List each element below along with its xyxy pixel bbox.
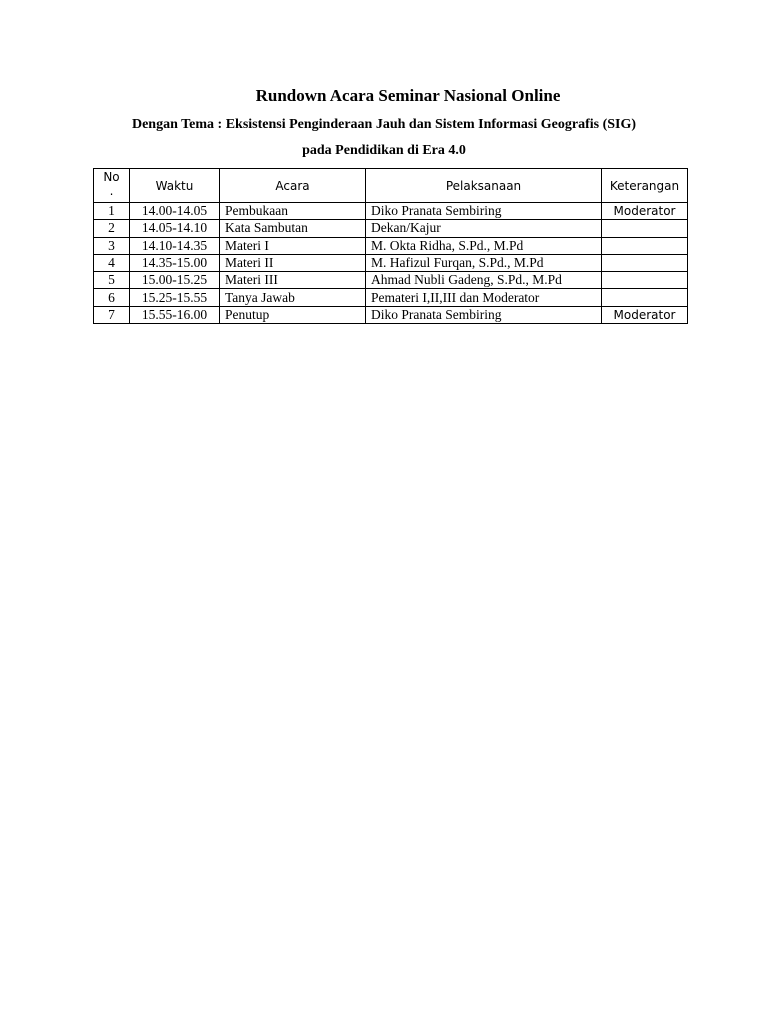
header-acara: Acara [220,169,366,203]
cell-keterangan [602,237,688,254]
cell-no: 3 [94,237,130,254]
header-no [94,169,130,203]
cell-no: 1 [94,203,130,220]
table-row [94,203,688,220]
header-keterangan: Keterangan [602,169,688,203]
cell-no: 2 [94,220,130,237]
cell-pelaksanaan: M. Okta Ridha, S.Pd., M.Pd [366,237,602,254]
header-no-top: No [103,170,120,184]
cell-keterangan [602,254,688,271]
table-row [94,237,688,254]
rundown-table [93,168,688,324]
cell-waktu: 14.35-15.00 [130,254,220,271]
cell-acara: Kata Sambutan [220,220,366,237]
cell-acara: Materi II [220,254,366,271]
table-row [94,272,688,289]
cell-acara: Pembukaan [220,203,366,220]
document-subtitle-line1: Dengan Tema : Eksistensi Penginderaan Jauh dan Sistem Informasi Geografis (SIG) [131,117,637,132]
header-no-bottom: . [109,184,114,198]
cell-waktu: 14.10-14.35 [130,237,220,254]
cell-no: 4 [94,254,130,271]
table-row [94,306,688,323]
table-row [94,254,688,271]
cell-pelaksanaan: Diko Pranata Sembiring [366,306,602,323]
cell-waktu: 14.00-14.05 [130,203,220,220]
cell-waktu: 15.25-15.55 [130,289,220,306]
cell-no: 6 [94,289,130,306]
cell-pelaksanaan: Diko Pranata Sembiring [366,203,602,220]
table-row [94,220,688,237]
cell-acara: Tanya Jawab [220,289,366,306]
cell-pelaksanaan: Ahmad Nubli Gadeng, S.Pd., M.Pd [366,272,602,289]
cell-pelaksanaan: M. Hafizul Furqan, S.Pd., M.Pd [366,254,602,271]
header-waktu: Waktu [130,169,220,203]
cell-acara: Materi I [220,237,366,254]
cell-pelaksanaan: Pemateri I,II,III dan Moderator [366,289,602,306]
cell-waktu: 14.05-14.10 [130,220,220,237]
cell-keterangan [602,220,688,237]
table-header-row [94,169,688,203]
cell-keterangan: Moderator [602,203,688,220]
cell-keterangan [602,272,688,289]
document-subtitle-line2: pada Pendidikan di Era 4.0 [302,143,466,158]
cell-pelaksanaan: Dekan/Kajur [366,220,602,237]
document-title: Rundown Acara Seminar Nasional Online [255,86,561,105]
cell-acara: Materi III [220,272,366,289]
cell-no: 7 [94,306,130,323]
cell-acara: Penutup [220,306,366,323]
cell-waktu: 15.55-16.00 [130,306,220,323]
cell-waktu: 15.00-15.25 [130,272,220,289]
cell-no: 5 [94,272,130,289]
cell-keterangan [602,289,688,306]
table-row [94,289,688,306]
header-pelaksanaan: Pelaksanaan [366,169,602,203]
cell-keterangan: Moderator [602,306,688,323]
